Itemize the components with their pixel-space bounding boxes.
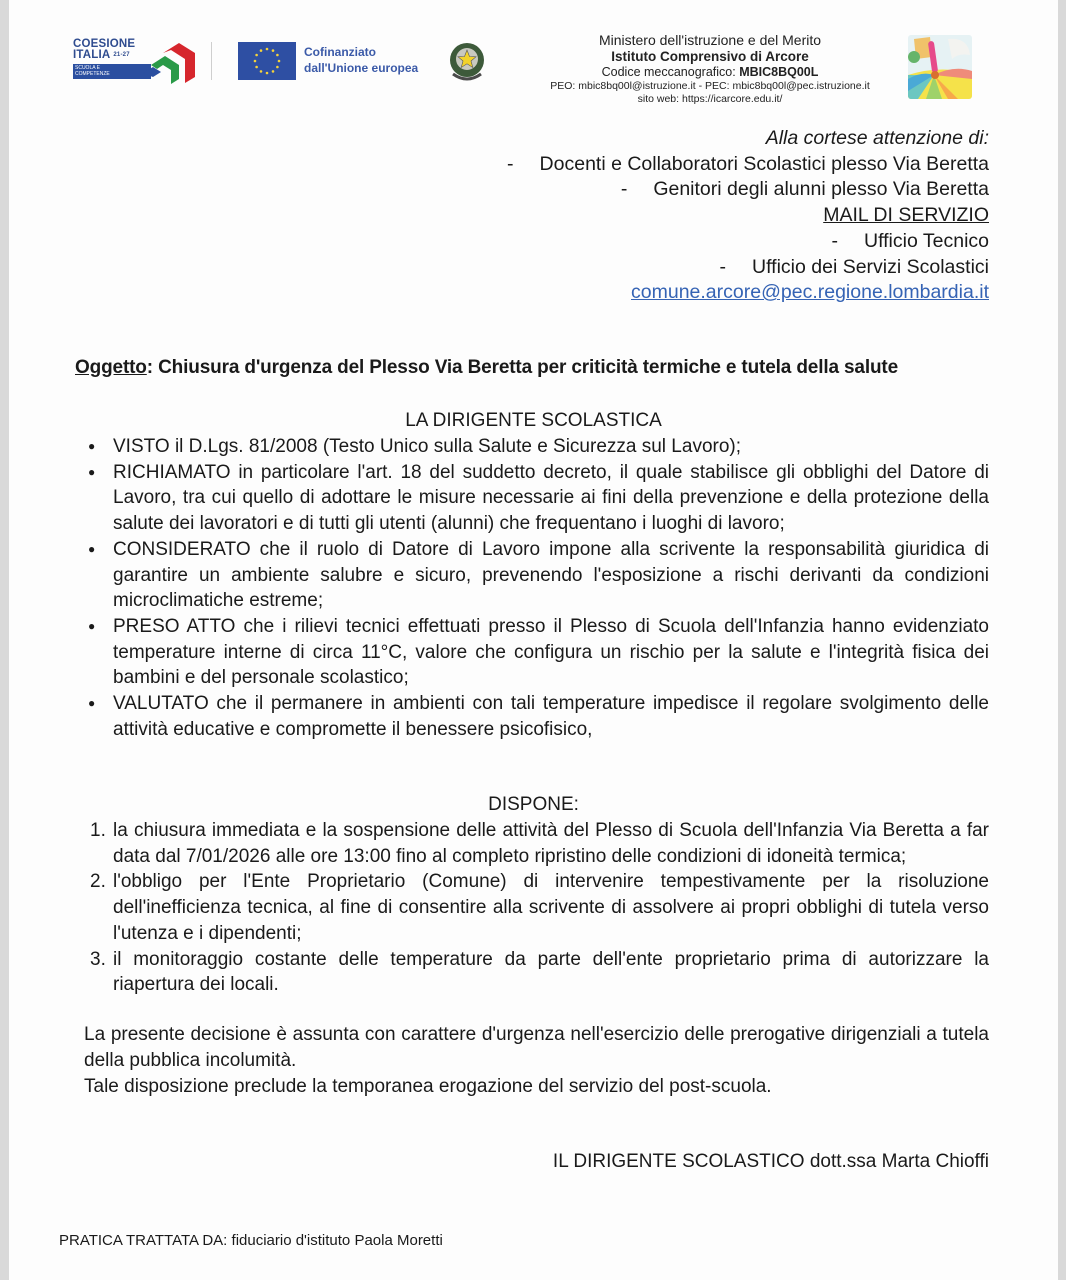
provisions-list (75, 818, 989, 998)
provision-item: 2. l'obbligo per l'Ente Proprietario (Comune) di intervenire tempestivamente per la risoluzione dell'inefficienza tecnica, al fine di consentire alla scrivente di assolvere ai propri obblighi di tutela verso l'utenza e i dipendenti; (90, 871, 989, 944)
subject-line (75, 357, 898, 379)
subject-label: Oggetto (75, 357, 147, 378)
premise-item: ● RICHIAMATO in particolare l'art. 18 del suddetto decreto, il quale stabilisce gli obblighi del Datore di Lavoro, tra cui quello di adottare le misure necessarie ai fini della prevenzione e della protezione della salute dei lavoratori e di tutti gli utenti (alunni) che frequentano i luoghi di lavoro; (75, 460, 989, 537)
coesione-line1: COESIONE (73, 38, 136, 50)
mail-service-heading: MAIL DI SERVIZIO (823, 204, 989, 227)
premise-item: ● VALUTATO che il permanere in ambienti con tali temperature impedisce il regolare svolgimento delle attività educative e compromette il benessere psicofisico, (75, 691, 989, 742)
header-divider (211, 42, 212, 80)
signature: IL DIRIGENTE SCOLASTICO dott.ssa Marta Chioffi (552, 1151, 989, 1172)
coesione-line2: ITALIA $^{21-27}$ (73, 49, 130, 61)
coesione-arrows-icon (143, 39, 199, 85)
ministry-header (510, 32, 910, 106)
institute-name: Istituto Comprensivo di Arcore (611, 49, 809, 64)
body-title: LA DIRIGENTE SCOLASTICA (405, 410, 662, 431)
addressee-item: - Docenti e Collaboratori Scolastici plesso Via Beretta (507, 152, 989, 175)
premise-item: ● PRESO ATTO che i rilievi tecnici effettuati presso il Plesso di Scuola dell'Infanzia hanno evidenziato temperature interne di circa 11°C, valore che configura un rischio per la salute e l'integrità fisica dei bambini e del personale scolastico; (75, 614, 989, 691)
premises-list (75, 434, 989, 742)
school-logo-icon (908, 35, 972, 99)
addressee-item: - Ufficio dei Servizi Scolastici (719, 255, 989, 278)
premise-item: ● CONSIDERATO che il ruolo di Datore di Lavoro impone alla scrivente la responsabilità giuridica di garantire un ambiente salubre e sicuro, prevenendo l'esposizione a rischi derivanti da condizioni microclimatiche estreme; (75, 537, 989, 614)
coesione-italia-logo (73, 39, 203, 85)
ministry-name: Ministero dell'istruzione e del Merito (598, 32, 822, 48)
subject-text: : Chiusura d'urgenza del Plesso Via Beretta per criticità termiche e tutela della salute (146, 357, 899, 378)
closing-paragraph-2: Tale disposizione preclude la temporanea erogazione del servizio del post-scuola. (84, 1076, 772, 1097)
addressee-block (470, 126, 989, 306)
coesione-bar: SCUOLA E COMPETENZE (73, 64, 151, 79)
footer-note: PRATICA TRATTATA DA: fiduciario d'istituto Paola Moretti (59, 1232, 443, 1249)
dispone-title: DISPONE: (488, 794, 579, 815)
eu-flag-icon (238, 42, 296, 80)
addressee-intro: Alla cortese attenzione di: (765, 127, 989, 149)
institute-contacts: PEO: mbic8bq00l@istruzione.it - PEC: mbic8bq00l@pec.istruzione.it (550, 80, 870, 92)
addressee-item: - Genitori degli alunni plesso Via Beretta (620, 178, 989, 201)
provision-item: 1. la chiusura immediata e la sospensione delle attività del Plesso di Scuola dell'Infanzia Via Beretta a far data dal 7/01/2026 alle ore 13:00 fino al completo ripristino delle condizioni di idoneità termica; (90, 820, 989, 867)
eu-cofinanced-text: Cofinanziato dall'Unione europea (304, 45, 419, 75)
institute-code: Codice meccanografico: MBIC8BQ00L (601, 65, 819, 79)
addressee-item: - Ufficio Tecnico (831, 229, 989, 252)
premise-item: ● VISTO il D.Lgs. 81/2008 (Testo Unico sulla Salute e Sicurezza sul Lavoro); (75, 434, 989, 460)
pec-email-link[interactable]: comune.arcore@pec.regione.lombardia.it (631, 281, 989, 304)
provision-item: 3. il monitoraggio costante delle temperature da parte dell'ente proprietario prima di autorizzare la riapertura dei locali. (90, 948, 989, 996)
institute-website: sito web: https://icarcore.edu.it/ (637, 93, 783, 105)
closing-paragraph-1: La presente decisione è assunta con carattere d'urgenza nell'esercizio delle prerogative dirigenziali a tutela della pubblica incolumità. (84, 1024, 989, 1071)
italian-republic-emblem-icon (447, 40, 487, 84)
